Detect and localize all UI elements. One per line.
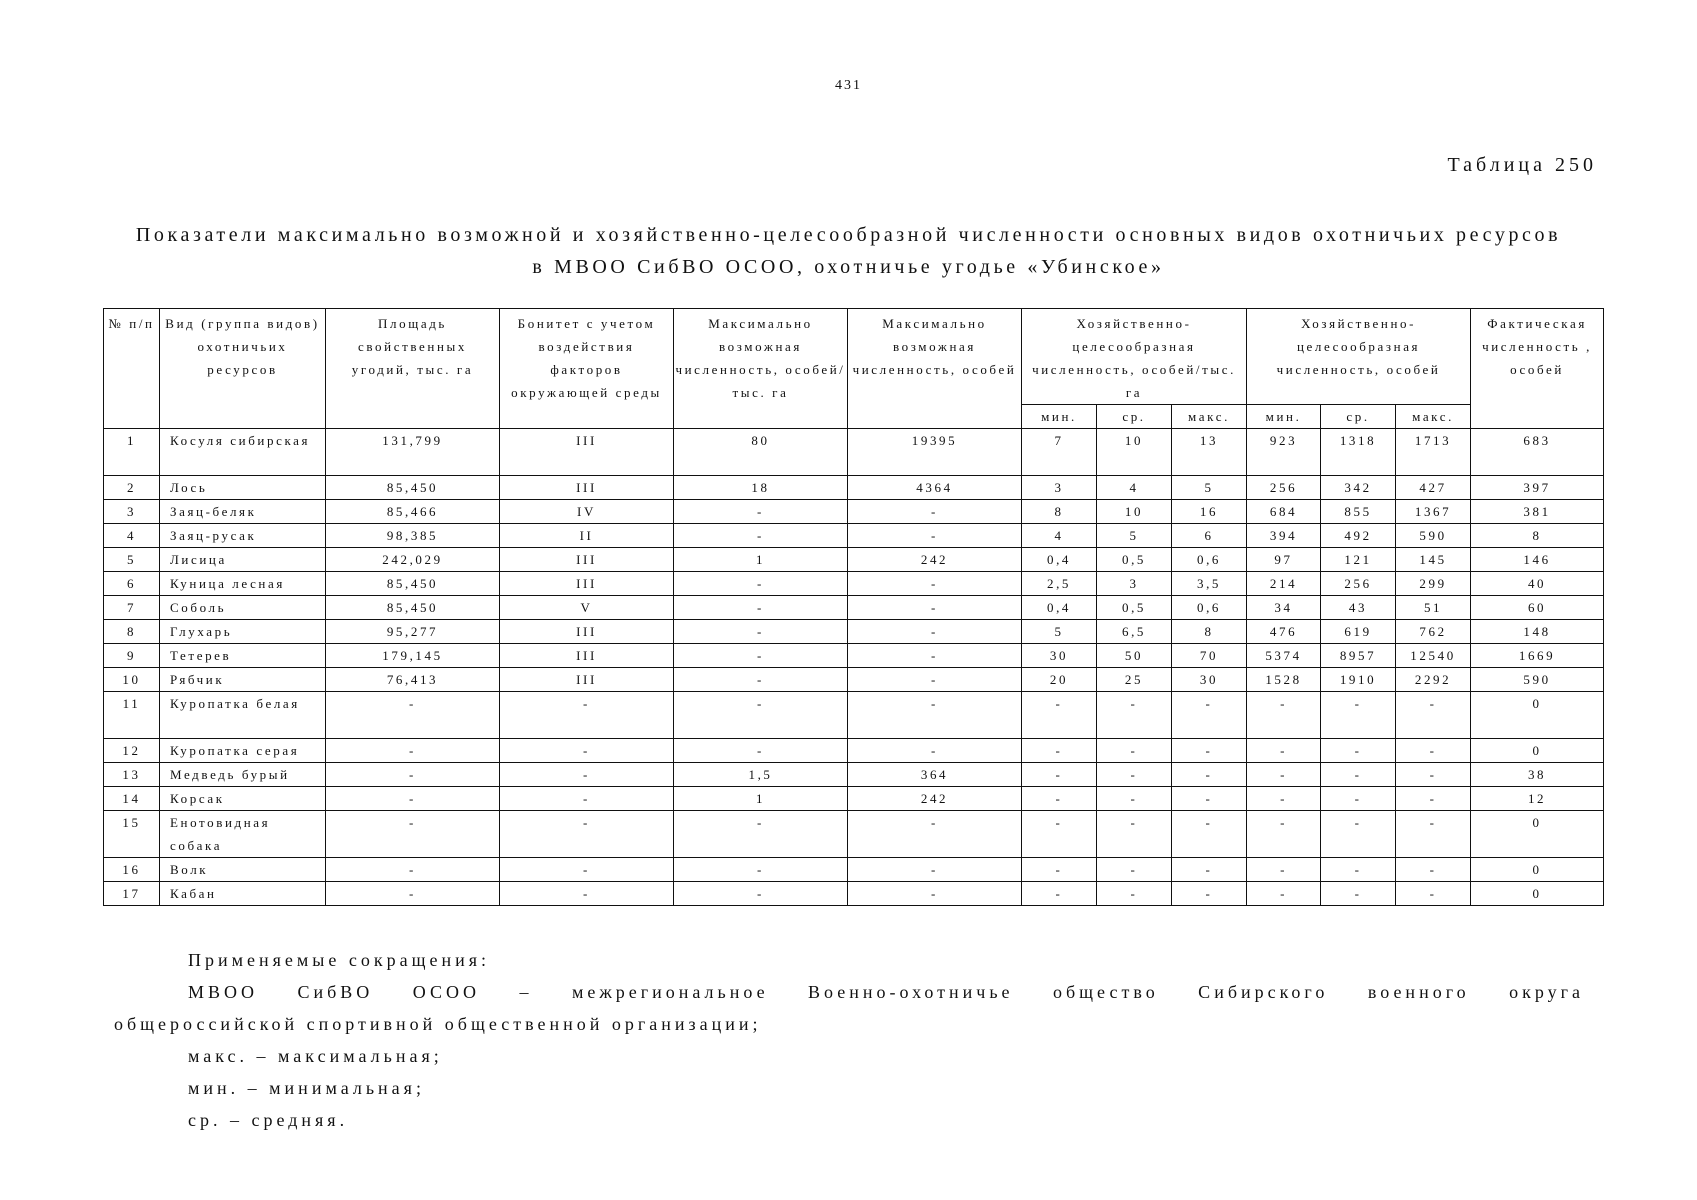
- table-row: [104, 524, 1604, 548]
- econ-density-max: 8: [1172, 620, 1247, 644]
- row-number: 12: [104, 739, 160, 763]
- actual-count-value: 1669: [1471, 644, 1604, 668]
- econ-density-min: -: [1022, 739, 1097, 763]
- max-density-value: 80: [674, 429, 848, 476]
- actual-count-value: 60: [1471, 596, 1604, 620]
- econ-density-avg: 0,5: [1097, 548, 1172, 572]
- max-count-value: -: [848, 500, 1022, 524]
- table-row: [104, 596, 1604, 620]
- area-value: 242,029: [326, 548, 500, 572]
- econ-count-avg: 43: [1321, 596, 1396, 620]
- econ-density-max: 30: [1172, 668, 1247, 692]
- econ-density-avg: -: [1097, 763, 1172, 787]
- actual-count-value: 38: [1471, 763, 1604, 787]
- max-count-value: -: [848, 524, 1022, 548]
- econ-density-max: -: [1172, 882, 1247, 906]
- max-count-value: 242: [848, 548, 1022, 572]
- table-row: [104, 500, 1604, 524]
- row-number: 8: [104, 620, 160, 644]
- econ-count-max: -: [1396, 811, 1471, 858]
- max-count-value: 364: [848, 763, 1022, 787]
- max-count-value: -: [848, 858, 1022, 882]
- econ-density-min: 3: [1022, 476, 1097, 500]
- econ-count-min: -: [1247, 811, 1321, 858]
- econ-count-avg: 121: [1321, 548, 1396, 572]
- area-value: 179,145: [326, 644, 500, 668]
- max-count-value: 4364: [848, 476, 1022, 500]
- econ-density-avg: -: [1097, 811, 1172, 858]
- econ-count-min: 97: [1247, 548, 1321, 572]
- max-density-value: -: [674, 668, 848, 692]
- econ-count-min: 5374: [1247, 644, 1321, 668]
- econ-count-avg: 492: [1321, 524, 1396, 548]
- econ-count-max: -: [1396, 739, 1471, 763]
- header-row: [104, 309, 1604, 405]
- econ-count-max: 12540: [1396, 644, 1471, 668]
- econ-count-min: 256: [1247, 476, 1321, 500]
- actual-count-value: 8: [1471, 524, 1604, 548]
- row-number: 11: [104, 692, 160, 739]
- econ-count-min: 34: [1247, 596, 1321, 620]
- species-name: Рябчик: [160, 668, 326, 692]
- row-number: 14: [104, 787, 160, 811]
- species-name: Куропатка серая: [160, 739, 326, 763]
- max-count-value: 242: [848, 787, 1022, 811]
- econ-count-max: -: [1396, 763, 1471, 787]
- area-value: -: [326, 763, 500, 787]
- econ-density-max: 5: [1172, 476, 1247, 500]
- abbreviation-avg: ср. – средняя.: [188, 1110, 349, 1130]
- page-number: 431: [835, 78, 862, 93]
- area-value: 85,450: [326, 572, 500, 596]
- bonitet-value: V: [500, 596, 674, 620]
- econ-density-max: 0,6: [1172, 596, 1247, 620]
- header-species: Вид (группа видов) охотничьих ресурсов: [160, 309, 326, 429]
- econ-count-max: -: [1396, 882, 1471, 906]
- bonitet-value: -: [500, 858, 674, 882]
- species-name: Енотовидная собака: [160, 811, 326, 858]
- area-value: 131,799: [326, 429, 500, 476]
- actual-count-value: 0: [1471, 882, 1604, 906]
- econ-count-max: 762: [1396, 620, 1471, 644]
- row-number: 6: [104, 572, 160, 596]
- max-density-value: -: [674, 524, 848, 548]
- econ-density-max: -: [1172, 763, 1247, 787]
- actual-count-value: 0: [1471, 858, 1604, 882]
- area-value: 85,450: [326, 476, 500, 500]
- econ-count-min: 923: [1247, 429, 1321, 476]
- econ-count-min: 684: [1247, 500, 1321, 524]
- actual-count-value: 397: [1471, 476, 1604, 500]
- econ-density-max: 16: [1172, 500, 1247, 524]
- area-value: -: [326, 858, 500, 882]
- table-row: [104, 858, 1604, 882]
- econ-density-max: -: [1172, 811, 1247, 858]
- max-count-value: -: [848, 572, 1022, 596]
- econ-count-avg: -: [1321, 739, 1396, 763]
- econ-density-min: -: [1022, 811, 1097, 858]
- econ-density-max: -: [1172, 739, 1247, 763]
- max-count-value: -: [848, 692, 1022, 739]
- econ-count-avg: -: [1321, 882, 1396, 906]
- table-row: [104, 787, 1604, 811]
- econ-count-avg: -: [1321, 763, 1396, 787]
- table-row: [104, 429, 1604, 476]
- area-value: 85,466: [326, 500, 500, 524]
- econ-count-min: -: [1247, 739, 1321, 763]
- species-name: Лось: [160, 476, 326, 500]
- econ-density-max: -: [1172, 692, 1247, 739]
- abbreviations-heading: Применяемые сокращения:: [188, 950, 491, 970]
- econ-density-min: 7: [1022, 429, 1097, 476]
- max-density-value: -: [674, 882, 848, 906]
- econ-density-max: 70: [1172, 644, 1247, 668]
- subheader-max: макс.: [1172, 405, 1247, 429]
- row-number: 10: [104, 668, 160, 692]
- max-count-value: 19395: [848, 429, 1022, 476]
- table-row: [104, 763, 1604, 787]
- table-row: [104, 668, 1604, 692]
- econ-density-avg: 50: [1097, 644, 1172, 668]
- row-number: 13: [104, 763, 160, 787]
- species-name: Корсак: [160, 787, 326, 811]
- max-density-value: -: [674, 620, 848, 644]
- max-density-value: 1: [674, 548, 848, 572]
- species-name: Куропатка белая: [160, 692, 326, 739]
- econ-count-min: -: [1247, 858, 1321, 882]
- econ-density-min: 2,5: [1022, 572, 1097, 596]
- econ-count-min: 1528: [1247, 668, 1321, 692]
- subheader-max: макс.: [1396, 405, 1471, 429]
- bonitet-value: III: [500, 668, 674, 692]
- row-number: 1: [104, 429, 160, 476]
- max-count-value: -: [848, 739, 1022, 763]
- row-number: 4: [104, 524, 160, 548]
- area-value: 95,277: [326, 620, 500, 644]
- abbreviation-max: макс. – максимальная;: [188, 1046, 443, 1066]
- econ-density-avg: -: [1097, 692, 1172, 739]
- max-density-value: 1,5: [674, 763, 848, 787]
- header-actual: Фактическая численность , особей: [1471, 309, 1604, 429]
- max-density-value: -: [674, 500, 848, 524]
- subheader-min: мин.: [1022, 405, 1097, 429]
- max-density-value: -: [674, 811, 848, 858]
- econ-density-min: -: [1022, 763, 1097, 787]
- max-count-value: -: [848, 644, 1022, 668]
- bonitet-value: III: [500, 620, 674, 644]
- bonitet-value: -: [500, 787, 674, 811]
- area-value: -: [326, 739, 500, 763]
- table-row: [104, 811, 1604, 858]
- subheader-avg: ср.: [1321, 405, 1396, 429]
- econ-count-min: -: [1247, 692, 1321, 739]
- species-name: Косуля сибирская: [160, 429, 326, 476]
- max-density-value: -: [674, 596, 848, 620]
- table-title-line-2: в МВОО СибВО ОСОО, охотничье угодье «Убинское»: [532, 256, 1165, 278]
- table-row: [104, 882, 1604, 906]
- area-value: 85,450: [326, 596, 500, 620]
- econ-density-max: 3,5: [1172, 572, 1247, 596]
- species-name: Заяц-беляк: [160, 500, 326, 524]
- bonitet-value: III: [500, 572, 674, 596]
- econ-density-min: -: [1022, 692, 1097, 739]
- econ-count-min: 476: [1247, 620, 1321, 644]
- row-number: 7: [104, 596, 160, 620]
- species-name: Заяц-русак: [160, 524, 326, 548]
- econ-count-avg: -: [1321, 811, 1396, 858]
- max-density-value: -: [674, 692, 848, 739]
- table-row: [104, 476, 1604, 500]
- max-density-value: -: [674, 858, 848, 882]
- econ-density-max: 13: [1172, 429, 1247, 476]
- bonitet-value: -: [500, 811, 674, 858]
- subheader-avg: ср.: [1097, 405, 1172, 429]
- abbreviations-section: [114, 944, 1584, 1136]
- econ-density-min: 8: [1022, 500, 1097, 524]
- row-number: 9: [104, 644, 160, 668]
- bonitet-value: III: [500, 644, 674, 668]
- species-name: Лисица: [160, 548, 326, 572]
- econ-density-min: 20: [1022, 668, 1097, 692]
- econ-density-max: -: [1172, 787, 1247, 811]
- econ-density-avg: 3: [1097, 572, 1172, 596]
- econ-density-min: 4: [1022, 524, 1097, 548]
- econ-count-avg: 256: [1321, 572, 1396, 596]
- row-number: 15: [104, 811, 160, 858]
- bonitet-value: II: [500, 524, 674, 548]
- area-value: -: [326, 882, 500, 906]
- species-name: Медведь бурый: [160, 763, 326, 787]
- econ-count-max: 299: [1396, 572, 1471, 596]
- econ-count-avg: -: [1321, 787, 1396, 811]
- econ-count-max: -: [1396, 692, 1471, 739]
- econ-count-max: -: [1396, 787, 1471, 811]
- econ-count-max: 145: [1396, 548, 1471, 572]
- max-count-value: -: [848, 811, 1022, 858]
- econ-count-max: 2292: [1396, 668, 1471, 692]
- actual-count-value: 12: [1471, 787, 1604, 811]
- econ-count-avg: 342: [1321, 476, 1396, 500]
- table-row: [104, 548, 1604, 572]
- econ-count-avg: -: [1321, 692, 1396, 739]
- table-row: [104, 644, 1604, 668]
- abbreviation-mvoo-continued: общероссийской спортивной общественной организации;: [114, 1014, 762, 1034]
- bonitet-value: III: [500, 548, 674, 572]
- header-bonitet: Бонитет с учетом воздействия факторов окружающей среды: [500, 309, 674, 429]
- bonitet-value: -: [500, 692, 674, 739]
- max-count-value: -: [848, 596, 1022, 620]
- actual-count-value: 0: [1471, 739, 1604, 763]
- table-row: [104, 739, 1604, 763]
- actual-count-value: 0: [1471, 692, 1604, 739]
- area-value: 76,413: [326, 668, 500, 692]
- econ-count-avg: 1910: [1321, 668, 1396, 692]
- bonitet-value: III: [500, 476, 674, 500]
- header-num: № п/п: [104, 309, 160, 429]
- row-number: 17: [104, 882, 160, 906]
- actual-count-value: 146: [1471, 548, 1604, 572]
- actual-count-value: 148: [1471, 620, 1604, 644]
- header-area: Площадь свойственных угодий, тыс. га: [326, 309, 500, 429]
- table-row: [104, 692, 1604, 739]
- actual-count-value: 683: [1471, 429, 1604, 476]
- max-density-value: 1: [674, 787, 848, 811]
- row-number: 16: [104, 858, 160, 882]
- header-max-count: Максимально возможная численность, особей: [848, 309, 1022, 429]
- econ-count-max: -: [1396, 858, 1471, 882]
- species-name: Соболь: [160, 596, 326, 620]
- econ-density-max: -: [1172, 858, 1247, 882]
- econ-density-min: -: [1022, 858, 1097, 882]
- species-table: [103, 308, 1604, 906]
- econ-density-min: 0,4: [1022, 596, 1097, 620]
- econ-density-avg: -: [1097, 787, 1172, 811]
- max-density-value: -: [674, 739, 848, 763]
- max-density-value: 18: [674, 476, 848, 500]
- econ-count-min: -: [1247, 763, 1321, 787]
- econ-count-avg: 1318: [1321, 429, 1396, 476]
- bonitet-value: -: [500, 739, 674, 763]
- table-title: [100, 219, 1597, 283]
- bonitet-value: IV: [500, 500, 674, 524]
- econ-count-max: 1367: [1396, 500, 1471, 524]
- max-count-value: -: [848, 668, 1022, 692]
- species-name: Куница лесная: [160, 572, 326, 596]
- header-max-density: Максимально возможная численность, особей/тыс. га: [674, 309, 848, 429]
- abbreviation-mvoo: МВОО СибВО ОСОО – межрегиональное Военно-охотничье общество Сибирского военного округа: [188, 982, 1584, 1002]
- econ-density-max: 0,6: [1172, 548, 1247, 572]
- max-count-value: -: [848, 882, 1022, 906]
- max-density-value: -: [674, 644, 848, 668]
- species-name: Волк: [160, 858, 326, 882]
- econ-density-avg: 25: [1097, 668, 1172, 692]
- econ-density-min: -: [1022, 882, 1097, 906]
- table-body: [104, 429, 1604, 906]
- bonitet-value: III: [500, 429, 674, 476]
- econ-count-avg: -: [1321, 858, 1396, 882]
- area-value: -: [326, 787, 500, 811]
- econ-density-min: 0,4: [1022, 548, 1097, 572]
- econ-density-min: 5: [1022, 620, 1097, 644]
- header-econ-density: Хозяйственно-целесообразная численность, особей/тыс. га: [1022, 309, 1247, 405]
- bonitet-value: -: [500, 763, 674, 787]
- max-count-value: -: [848, 620, 1022, 644]
- table-title-line-1: Показатели максимально возможной и хозяйственно-целесообразной численности основных видов охотничьих ресурсов: [135, 224, 1562, 246]
- species-name: Тетерев: [160, 644, 326, 668]
- econ-count-max: 590: [1396, 524, 1471, 548]
- abbreviation-min: мин. – минимальная;: [188, 1078, 425, 1098]
- econ-density-avg: 10: [1097, 500, 1172, 524]
- area-value: -: [326, 811, 500, 858]
- table-row: [104, 572, 1604, 596]
- econ-density-avg: -: [1097, 739, 1172, 763]
- table-row: [104, 620, 1604, 644]
- econ-count-min: 214: [1247, 572, 1321, 596]
- econ-density-avg: 0,5: [1097, 596, 1172, 620]
- econ-density-avg: 6,5: [1097, 620, 1172, 644]
- econ-density-min: 30: [1022, 644, 1097, 668]
- row-number: 2: [104, 476, 160, 500]
- econ-count-min: 394: [1247, 524, 1321, 548]
- econ-density-avg: -: [1097, 882, 1172, 906]
- species-name: Глухарь: [160, 620, 326, 644]
- econ-density-min: -: [1022, 787, 1097, 811]
- econ-density-avg: 5: [1097, 524, 1172, 548]
- econ-count-max: 427: [1396, 476, 1471, 500]
- subheader-min: мин.: [1247, 405, 1321, 429]
- area-value: 98,385: [326, 524, 500, 548]
- econ-count-min: -: [1247, 882, 1321, 906]
- econ-count-avg: 855: [1321, 500, 1396, 524]
- actual-count-value: 0: [1471, 811, 1604, 858]
- max-density-value: -: [674, 572, 848, 596]
- area-value: -: [326, 692, 500, 739]
- table-label: Таблица 250: [1447, 154, 1597, 176]
- actual-count-value: 40: [1471, 572, 1604, 596]
- econ-count-max: 1713: [1396, 429, 1471, 476]
- econ-density-avg: 4: [1097, 476, 1172, 500]
- row-number: 3: [104, 500, 160, 524]
- econ-density-avg: 10: [1097, 429, 1172, 476]
- actual-count-value: 590: [1471, 668, 1604, 692]
- econ-density-max: 6: [1172, 524, 1247, 548]
- econ-count-max: 51: [1396, 596, 1471, 620]
- econ-density-avg: -: [1097, 858, 1172, 882]
- actual-count-value: 381: [1471, 500, 1604, 524]
- species-name: Кабан: [160, 882, 326, 906]
- row-number: 5: [104, 548, 160, 572]
- econ-count-avg: 619: [1321, 620, 1396, 644]
- econ-count-avg: 8957: [1321, 644, 1396, 668]
- bonitet-value: -: [500, 882, 674, 906]
- header-econ-count: Хозяйственно-целесообразная численность, особей: [1247, 309, 1471, 405]
- econ-count-min: -: [1247, 787, 1321, 811]
